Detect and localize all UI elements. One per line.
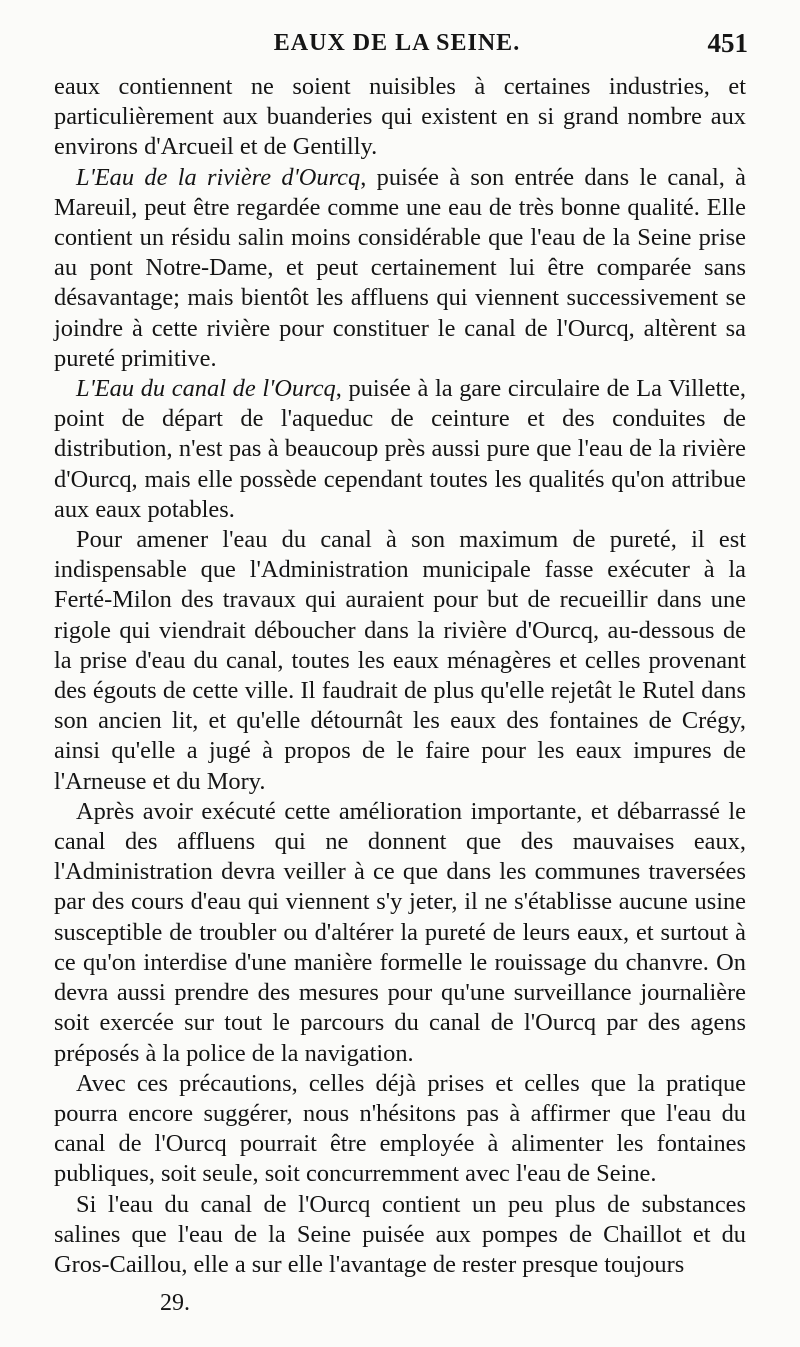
- paragraph-7: [54, 1190, 746, 1281]
- paragraph-3-lead: L'Eau du canal de l'Ourcq: [76, 375, 336, 403]
- paragraph-2: [54, 163, 746, 374]
- paragraph-1-text: eaux contiennent ne soient nuisibles à certaines industries, et particulièrement aux buanderies qui existent en si grand nombre aux environs d'Arcueil et de Gentilly.: [54, 73, 746, 161]
- paragraph-4: [54, 525, 746, 797]
- paragraph-6-text: Avec ces précautions, celles déjà prises et celles que la pratique pourra encore suggérer, nous n'hésitons pas à affirmer que l'eau du canal de l'Ourcq pourrait être employée à alimenter les fontaines publiques, soit seule, soit concurremment avec l'eau de Seine.: [54, 1069, 746, 1188]
- paragraph-3-text: , puisée à la gare circulaire de La Villette, point de départ de l'aqueduc de ceinture et des conduites de distribution, n'est pas à beaucoup près aussi pure que l'eau de la rivière d'Ourcq, mais elle possède cependant toutes les qualités qu'on attribue aux eaux potables.: [54, 375, 746, 523]
- page-header: [52, 24, 748, 64]
- body-text: [54, 72, 746, 1280]
- paragraph-1: [54, 72, 746, 163]
- paragraph-6: [54, 1069, 746, 1190]
- running-title: EAUX DE LA SEINE.: [273, 30, 521, 56]
- page-number: 451: [707, 28, 748, 58]
- paragraph-3: [54, 374, 746, 525]
- paragraph-2-lead: L'Eau de la rivière d'Ourcq: [76, 163, 361, 191]
- paragraph-7-text: Si l'eau du canal de l'Ourcq contient un peu plus de substances salines que l'eau de la Seine puisée aux pompes de Chaillot et du Gros-Caillou, elle a sur elle l'avantage de rester presque toujours: [54, 1190, 746, 1278]
- paragraph-5: [54, 797, 746, 1069]
- signature-mark: 29.: [160, 1290, 190, 1316]
- paragraph-2-text: , puisée à son entrée dans le canal, à Mareuil, peut être regardée comme une eau de très bonne qualité. Elle contient un résidu salin moins considérable que l'eau de la Seine prise au pont Notre-Dame, et peut certainement lui être comparée sans désavantage; mais bientôt les affluens qui viennent successivement se joindre à cette rivière pour constituer le canal de l'Ourcq, altèrent sa pureté primitive.: [54, 163, 746, 372]
- paragraph-5-text: Après avoir exécuté cette amélioration importante, et débarrassé le canal des affluens qui ne donnent que des mauvaises eaux, l'Administration devra veiller à ce que dans les communes traversées par des cours d'eau qui viennent s'y jeter, il ne s'établisse aucune usine susceptible de troubler ou d'altérer la pureté de leurs eaux, et surtout à ce qu'on interdise d'une manière formelle le rouissage du chanvre. On devra aussi prendre des mesures pour qu'une surveillance journalière soit exercée sur tout le parcours du canal de l'Ourcq par des agens préposés à la police de la navigation.: [54, 797, 746, 1067]
- paragraph-4-text: Pour amener l'eau du canal à son maximum de pureté, il est indispensable que l'Administration municipale fasse exécuter à la Ferté-Milon des travaux qui auraient pour but de recueillir dans une rigole qui viendrait déboucher dans la rivière d'Ourcq, au-dessous de la prise d'eau du canal, toutes les eaux ménagères et celles provenant des égouts de cette ville. Il faudrait de plus qu'elle rejetât le Rutel dans son ancien lit, et qu'elle détournât les eaux des fontaines de Crégy, ainsi qu'elle a jugé à propos de le faire pour les eaux impures de l'Arneuse et du Mory.: [54, 526, 746, 795]
